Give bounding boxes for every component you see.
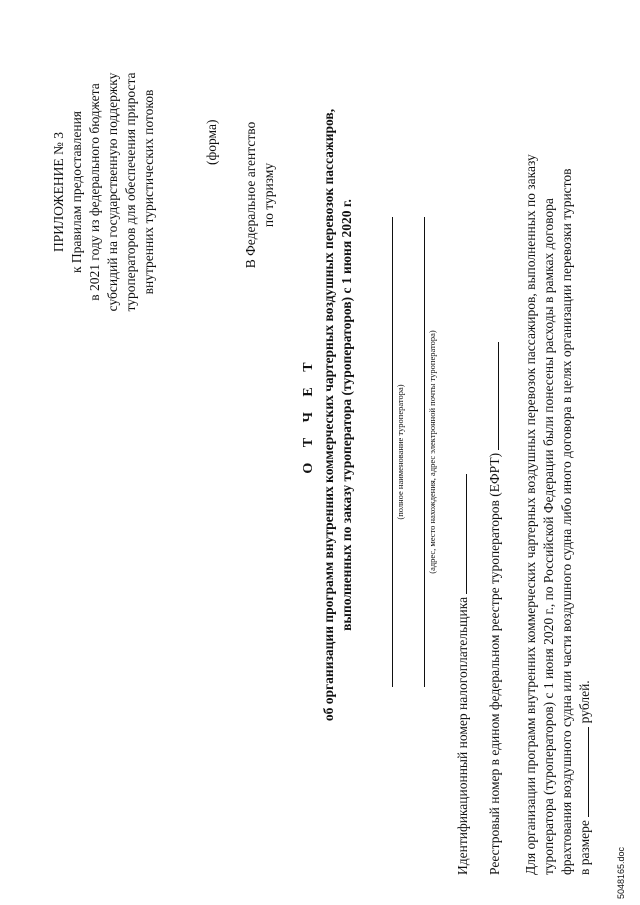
- form-label: (форма): [204, 119, 219, 165]
- operator-address-caption: (адрес, место нахождения, адрес электронной почты туроператора): [427, 330, 437, 574]
- amount-prefix: в размере: [577, 820, 592, 875]
- appendix-header: [50, 27, 158, 357]
- appendix-line: субсидий на государственную поддержку: [105, 72, 120, 312]
- report-heading: О Т Ч Е Т: [301, 356, 316, 474]
- report-subtitle-line: об организации программ внутренних коммерческих чартерных воздушных перевозок пассажиров,: [321, 108, 336, 722]
- doc-reference: 5048165.doc: [616, 846, 626, 899]
- efrt-row: [486, 342, 503, 875]
- paragraph-line: Для организации программ внутренних коммерческих чартерных воздушных перевозок пассажиров, выполненных по заказу: [523, 154, 538, 875]
- inn-label: Идентификационный номер налогоплательщика: [455, 596, 470, 875]
- appendix-line: туроператоров для обеспечения прироста: [123, 72, 138, 312]
- report-subtitle-line: выполненных по заказу туроператора (туроператоров) с 1 июня 2020 г.: [339, 199, 354, 631]
- expenses-paragraph: [522, 37, 594, 875]
- appendix-title: ПРИЛОЖЕНИЕ № 3: [51, 131, 66, 253]
- amount-suffix: рублей.: [577, 680, 592, 724]
- addressee-line: по туризму: [261, 162, 276, 228]
- efrt-field[interactable]: [486, 342, 499, 450]
- operator-name-caption: (полное наименование туроператора): [395, 384, 405, 520]
- report-title: [300, 75, 356, 755]
- efrt-label: Реестровый номер в едином федеральном реестре туроператоров (ЕФРТ): [487, 452, 502, 875]
- operator-address-line[interactable]: [424, 217, 425, 687]
- appendix-line: в 2021 году из федерального бюджета: [87, 83, 102, 301]
- paragraph-line: туроператора (туроператоров) с 1 июня 2020 г., по Российской Федерации были понесены расходы в рамках договора: [541, 198, 556, 875]
- amount-field[interactable]: [576, 727, 589, 817]
- inn-field[interactable]: [454, 474, 467, 594]
- appendix-line: внутренних туристических потоков: [141, 89, 156, 295]
- inn-row: [454, 474, 471, 875]
- addressee-line: В Федеральное агентство: [243, 121, 258, 269]
- paragraph-last-line: [576, 37, 594, 875]
- operator-name-line[interactable]: [392, 217, 393, 687]
- paragraph-line: фрахтования воздушного судна или части воздушного судна либо иного договора в целях организации перевозки туристов: [559, 168, 574, 875]
- appendix-line: к Правилам предоставления: [69, 110, 84, 274]
- addressee: [242, 95, 278, 295]
